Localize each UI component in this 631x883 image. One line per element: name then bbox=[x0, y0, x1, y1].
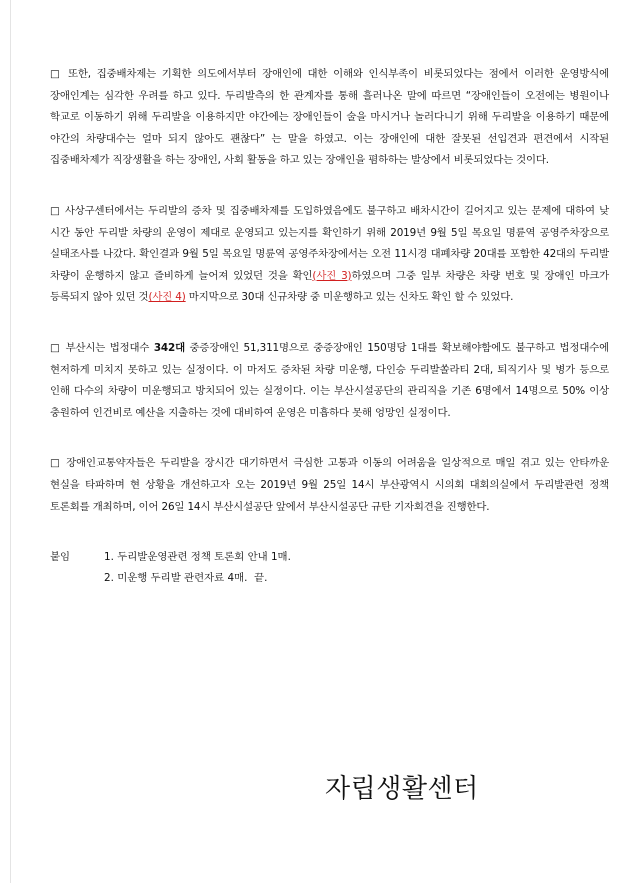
photo-reference-link: (사진 4) bbox=[148, 291, 186, 304]
body-paragraph bbox=[50, 64, 609, 172]
attachment-row-2 bbox=[50, 568, 609, 589]
body-paragraph bbox=[50, 201, 609, 309]
page-edge-line bbox=[10, 0, 11, 883]
paragraph-text: 하였으며 그중 일부 차량은 차량 번호 및 장애인 마크가 등록되지 않아 있던 것 bbox=[50, 269, 609, 304]
attachment-item: 1. 두리발운영관련 정책 토론회 안내 1매. bbox=[104, 551, 291, 564]
paragraph-text: 마지막으로 30대 신규차량 중 미운행하고 있는 신차도 확인 할 수 있었다. bbox=[185, 291, 514, 304]
attachments-label-spacer bbox=[50, 568, 84, 589]
body-paragraph bbox=[50, 338, 609, 424]
attachment-row-1 bbox=[50, 547, 609, 568]
body-paragraphs bbox=[50, 64, 609, 518]
body-paragraph bbox=[50, 453, 609, 518]
emphasis-text: 342대 bbox=[153, 341, 185, 354]
paragraph-text: □ 또한, 집중배차제는 기획한 의도에서부터 장애인에 대한 이해와 인식부족이 비롯되었다는 점에서 이러한 운영방식에 장애인계는 심각한 우려를 하고 있다. 두리발측의 한 관계자를 통해 흘러나온 말에 따르면 “장애인들이 오전에는 병원이나 학교로 이동하기 위해 두리발을 이용하지만 야간에는 장애인들이 술을 마시거나 놀러다니기 위해 두리발을 이용하기 때문에 야간의 차량대수는 얼마 되지 않아도 괜찮다” 는 말을 하였고. 이는 장애인에 대한 잘못된 선입견과 편견에서 시작된 집중배차제가 직장생활을 하는 장애인, 사회 활동을 하고 있는 장애인을 폄하하는 발상에서 비롯되었다는 것이다. bbox=[50, 68, 609, 167]
attachments-label: 붙임 bbox=[50, 551, 71, 564]
paragraph-text: □ 장애인교통약자들은 두리발을 장시간 대기하면서 극심한 고통과 이동의 어려움을 일상적으로 매일 겪고 있는 안타까운 현실을 타파하며 현 상황을 개선하고자 오는 2019년 9월 25일 14시 부산광역시 시의회 대회의실에서 두리발관련 정책 토론회를 개최하며, 이어 26일 14시 부산시설공단 앞에서 부산시설공단 규탄 기자회견을 진행한다. bbox=[50, 457, 609, 513]
attachment-item: 2. 미운행 두리발 관련자료 4매. 끝. bbox=[104, 572, 268, 585]
photo-reference-link: (사진 3) bbox=[312, 269, 352, 282]
signature-organization: 자립생활센터 bbox=[325, 774, 479, 804]
paragraph-text: 중증장애인 51,311명으로 중증장애인 150명당 1대를 확보해야함에도 불구하고 법정대수에 현저하게 미치지 못하고 있는 실정이다. 이 마저도 증차된 차량 미운행, 다인승 두리발쏠라티 2대, 퇴직기사 및 병가 등으로 인해 다수의 차량이 미운행되고 방치되어 있는 실정이다. 이는 부산시설공단의 관리직을 기존 6명에서 14명으로 50% 이상 충원하여 인건비로 예산을 지출하는 것에 대비하여 운영은 미흡하다 못해 엉망인 실정이다. bbox=[50, 341, 609, 419]
paragraph-text: □ 부산시는 법정대수 bbox=[50, 341, 154, 354]
attachments bbox=[50, 547, 609, 589]
paragraph-text: □ 사상구센터에서는 두리발의 증차 및 집중배차제를 도입하였음에도 불구하고 배차시간이 길어지고 있는 문제에 대하여 낮 시간 동안 두리발 차량의 운영이 제대로 운영되고 있는지를 확인하기 위해 2019년 9월 5일 목요일 명륜역 공영주차장으로 실태조사를 나갔다. 확인결과 9월 5일 목요일 명륜역 공영주차장에서는 오전 11시경 대폐차량 20대를 포함한 42대의 두리발 차량이 운행하지 않고 즐비하게 늘어져 있었던 것을 확인 bbox=[50, 204, 609, 282]
